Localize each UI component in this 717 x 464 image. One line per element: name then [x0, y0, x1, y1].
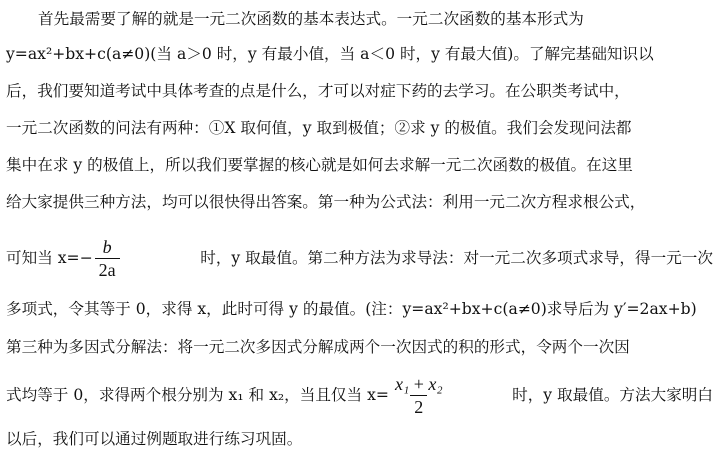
- paragraph-line-11: [6, 428, 713, 450]
- formula-roots-mean: [6, 373, 449, 418]
- text-line-11: 以后，我们可以通过例题取进行练习巩固。: [6, 430, 303, 448]
- text-line-7-after: 时，y 取最值。第二种方法为求导法：对一元二次多项式求导，得一元一次: [200, 249, 713, 267]
- text-line-3: 后，我们要知道考试中具体考查的点是什么，才可以对症下药的去学习。在公职类考试中，: [6, 82, 630, 100]
- text-line-9: 第三种为多因式分解法：将一元二次多因式分解成两个一次因式的积的形式，令两个一次因: [6, 338, 630, 356]
- text-line-8: 多项式，令其等于 0，求得 x，此时可得 y 的最值。(注：y=ax²+bx+c(a≠0)求导后为 y′=2ax+b): [6, 300, 697, 318]
- fraction-denominator: 2a: [95, 258, 120, 281]
- fraction-numerator: b: [102, 236, 112, 257]
- paragraph-line-1: [38, 8, 713, 30]
- formula-vertex: [6, 236, 122, 281]
- text-line-5: 集中在求 y 的极值上，所以我们要掌握的核心就是如何去求解一元二次函数的极值。在这里: [6, 156, 633, 174]
- text-line-1: 首先最需要了解的就是一元二次函数的基本表达式。一元二次函数的基本形式为: [38, 10, 584, 28]
- text-line-10-after: 时，y 取最值。方法大家明白: [512, 386, 713, 404]
- text-line-4: 一元二次函数的问法有两种：①X 取何值，y 取到极值；②求 y 的极值。我们会发现问法都: [6, 119, 632, 137]
- paragraph-line-5: [6, 154, 713, 176]
- numerator-x2: x₂: [428, 373, 443, 394]
- fraction-b-over-2a: [95, 236, 120, 281]
- fraction-x1-plus-x2-over-2: [391, 373, 447, 418]
- text-line-6: 给大家提供三种方法，均可以很快得出答案。第一种为公式法：利用一元二次方程求根公式，: [6, 193, 646, 211]
- paragraph-line-6: [6, 191, 713, 213]
- paragraph-line-7: [6, 236, 713, 280]
- text-line-7-before: 可知当 x=−: [6, 249, 93, 267]
- paragraph-line-8: [6, 298, 713, 320]
- paragraph-line-10: [6, 373, 713, 417]
- paragraph-line-9: [6, 336, 713, 358]
- fraction-denominator: 2: [410, 395, 427, 418]
- paragraph-line-3: [6, 80, 713, 102]
- text-line-10-before: 式均等于 0，求得两个根分别为 x₁ 和 x₂，当且仅当 x=: [6, 386, 389, 404]
- fraction-numerator: [391, 373, 447, 395]
- numerator-x1: x₁: [394, 373, 410, 394]
- numerator-plus: +: [409, 373, 429, 394]
- text-line-2: y=ax²+bx+c(a≠0)(当 a＞0 时，y 有最小值，当 a＜0 时，y 有最大值)。了解完基础知识以: [6, 45, 654, 63]
- paragraph-line-2: [6, 43, 713, 65]
- paragraph-line-4: [6, 117, 713, 139]
